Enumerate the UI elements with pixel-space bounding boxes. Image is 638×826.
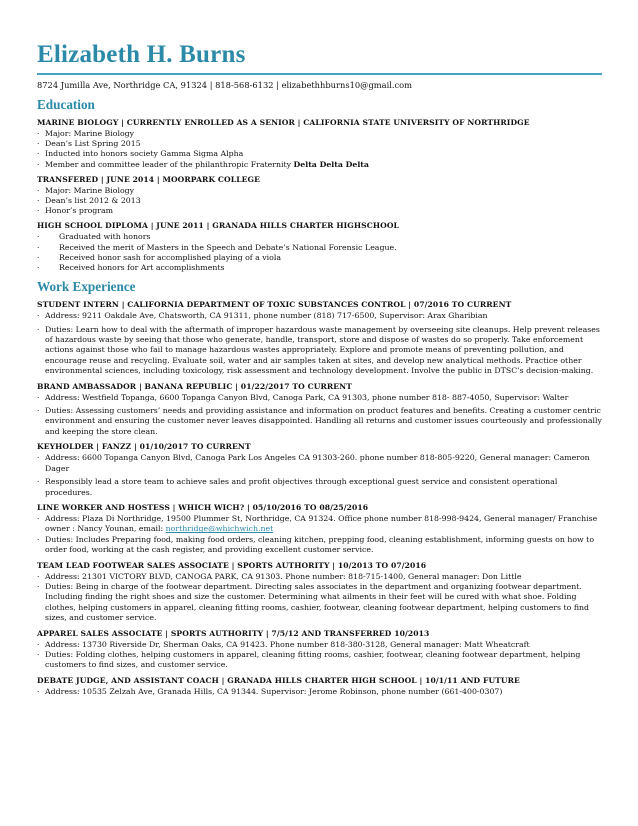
list-item: · Honor’s program: [37, 206, 114, 216]
education-heading: Education: [37, 97, 95, 112]
entry-list: [37, 232, 602, 273]
list-item: · Address: 9211 Oakdale Ave, Chatsworth, CA 91311, phone number (818) 717-6500, Supervisor: Arax Gharibian: [37, 311, 488, 321]
education-entry-csun: [37, 117, 602, 170]
entry-list: [37, 186, 602, 217]
list-item: · Address: 13730 Riverside Dr, Sherman Oaks, CA 91423. Phone number 818-380-3128, General manager: Matt Wheatcraft: [37, 639, 530, 649]
list-item: · Duties: Assessing customers’ needs and providing assistance and information on product features and benefits. Creating a customer centric environment and ensuring the customer never leaves disappointed. Handling all returns and customer issues courteously and professionally and keeping the store clean.: [37, 406, 602, 436]
entry-list: [37, 514, 602, 556]
list-item: · Dean’s List Spring 2015: [37, 139, 141, 149]
list-item: · Address: Plaza Di Northridge, 19500 Plummer St, Northridge, CA 91324. Office phone number 818-998-9424, General manager/ Franchise owner : Nancy Younan, email: northridge@whichwich.net: [37, 513, 598, 534]
resume-page: [37, 40, 602, 700]
education-entry-moorpark: [37, 174, 602, 217]
work-entry-banana-republic: [37, 381, 602, 438]
fraternity-name: Delta Delta Delta: [293, 159, 369, 169]
candidate-name: Elizabeth H. Burns: [37, 41, 246, 68]
work-entry-sports-authority-lead: [37, 560, 602, 624]
list-item: · Graduated with honors: [37, 232, 151, 242]
entry-list: [37, 572, 602, 624]
list-item: · Address: 10535 Zelzah Ave, Granada Hills, CA 91344. Supervisor: Jerome Robinson, phone number (661-400-0307): [37, 686, 503, 696]
entry-heading: STUDENT INTERN | CALIFORNIA DEPARTMENT OF TOXIC SUBSTANCES CONTROL | 07/2016 TO CURRENT: [37, 300, 512, 310]
email-link[interactable]: northridge@whichwich.net: [165, 524, 274, 534]
header-divider: [37, 73, 602, 75]
work-entry-dtsc: [37, 299, 602, 376]
entry-heading: TRANSFERED | JUNE 2014 | MOORPARK COLLEGE: [37, 174, 261, 184]
list-item: · Responsibly lead a store team to achieve sales and profit objectives through exceptional guest service and consistent operational procedures.: [37, 477, 558, 497]
list-item: · Major: Marine Biology: [37, 129, 135, 138]
entry-list: [37, 453, 602, 498]
list-item: · Duties: Folding clothes, helping customers in apparel, cleaning fitting rooms, cashier, footwear, cleaning footwear department, helping customers to find sizes, and customer service.: [37, 649, 581, 670]
entry-list: [37, 129, 602, 170]
entry-list: [37, 687, 602, 697]
work-entry-sports-authority-apparel: [37, 628, 602, 671]
list-item: · Duties: Includes Preparing food, making food orders, cleaning kitchen, prepping food, cleaning establishment, informing guests on how to order food, working at the cash register, and providing excellent customer service.: [37, 534, 595, 555]
list-item: · Received the merit of Masters in the Speech and Debate’s National Forensic League.: [37, 242, 397, 252]
contact-line: 8724 Jumilla Ave, Northridge CA, 91324 | 818-568-6132 | elizabethhburns10@gmail.com: [37, 80, 413, 90]
list-item: · Dean’s list 2012 & 2013: [37, 196, 141, 206]
work-entry-fanzz: [37, 441, 602, 498]
entry-heading: TEAM LEAD FOOTWEAR SALES ASSOCIATE | SPORTS AUTHORITY | 10/2013 TO 07/2016: [37, 560, 427, 570]
entry-list: [37, 311, 602, 376]
entry-heading: KEYHOLDER | FANZZ | 01/10/2017 TO CURRENT: [37, 442, 251, 452]
list-item: · Duties: Being in charge of the footwear department. Directing sales associates in the department and organizing footwear department. Including finding the right shoes and size the customer. Determining what ailments in their feet will be cured with what shoe. Folding clothes, helping customers in apparel, cleaning fitting rooms, cashier, footwear, cleaning footwear department, helping customers to find sizes, and customer service.: [37, 581, 590, 623]
list-item: · Address: 21301 VICTORY BLVD, CANOGA PARK, CA 91303. Phone number: 818-715-1400, General manager: Don Little: [37, 571, 522, 581]
list-item: · Member and committee leader of the philanthropic Fraternity Delta Delta Delta: [37, 159, 369, 169]
work-experience-heading: Work Experience: [37, 279, 136, 295]
list-item: · Inducted into honors society Gamma Sigma Alpha: [37, 149, 244, 159]
list-item: · Received honor sash for accomplished playing of a viola: [37, 252, 282, 262]
entry-heading: DEBATE JUDGE, AND ASSISTANT COACH | GRANADA HILLS CHARTER HIGH SCHOOL | 10/1/11 AND FUTURE: [37, 675, 520, 685]
work-entry-debate-judge: [37, 675, 602, 697]
list-item: · Received honors for Art accomplishments: [37, 263, 225, 273]
list-item: · Duties: Learn how to deal with the aftermath of improper hazardous waste management by overseeing site cleanups. Help prevent releases of hazardous waste by seeing that those who generate, handle, transport, store and dispose of wastes do so properly. Take enforcement actions against those who fail to manage hazardous wastes appropriately. Explore and promote means of preventing pollution, and encourage reuse and recycling. Evaluate soil, water and air samples taken at sites, and develop new analytical methods. Practice other environmental sciences, including toxicology, risk assessment and technology development. Involve the public in DTSC’s decision-making.: [37, 324, 600, 376]
entry-list: [37, 393, 602, 438]
list-item: · Major: Marine Biology: [37, 185, 135, 195]
list-item: · Address: 6600 Topanga Canyon Blvd, Canoga Park Los Angeles CA 91303-260. phone number 818-805-9220, General manager: Cameron Dager: [37, 453, 590, 473]
work-entry-which-wich: [37, 502, 602, 556]
entry-heading: HIGH SCHOOL DIPLOMA | JUNE 2011 | GRANADA HILLS CHARTER HIGHSCHOOL: [37, 221, 399, 231]
education-entry-highschool: [37, 220, 602, 273]
entry-list: [37, 640, 602, 671]
entry-heading: LINE WORKER AND HOSTESS | WHICH WICH? | 05/10/2016 TO 08/25/2016: [37, 502, 369, 512]
entry-heading: APPAREL SALES ASSOCIATE | SPORTS AUTHORITY | 7/5/12 AND TRANSFERRED 10/2013: [37, 628, 430, 638]
entry-heading: BRAND AMBASSADOR | BANANA REPUBLIC | 01/22/2017 TO CURRENT: [37, 381, 352, 391]
entry-heading: MARINE BIOLOGY | CURRENTLY ENROLLED AS A SENIOR | CALIFORNIA STATE UNIVERSITY OF NORTHRIDGE: [37, 118, 530, 127]
list-item: · Address: Westfield Topanga, 6600 Topanga Canyon Blvd, Canoga Park, CA 91303, phone number 818- 887-4050, Supervisor: Walter: [37, 392, 569, 402]
